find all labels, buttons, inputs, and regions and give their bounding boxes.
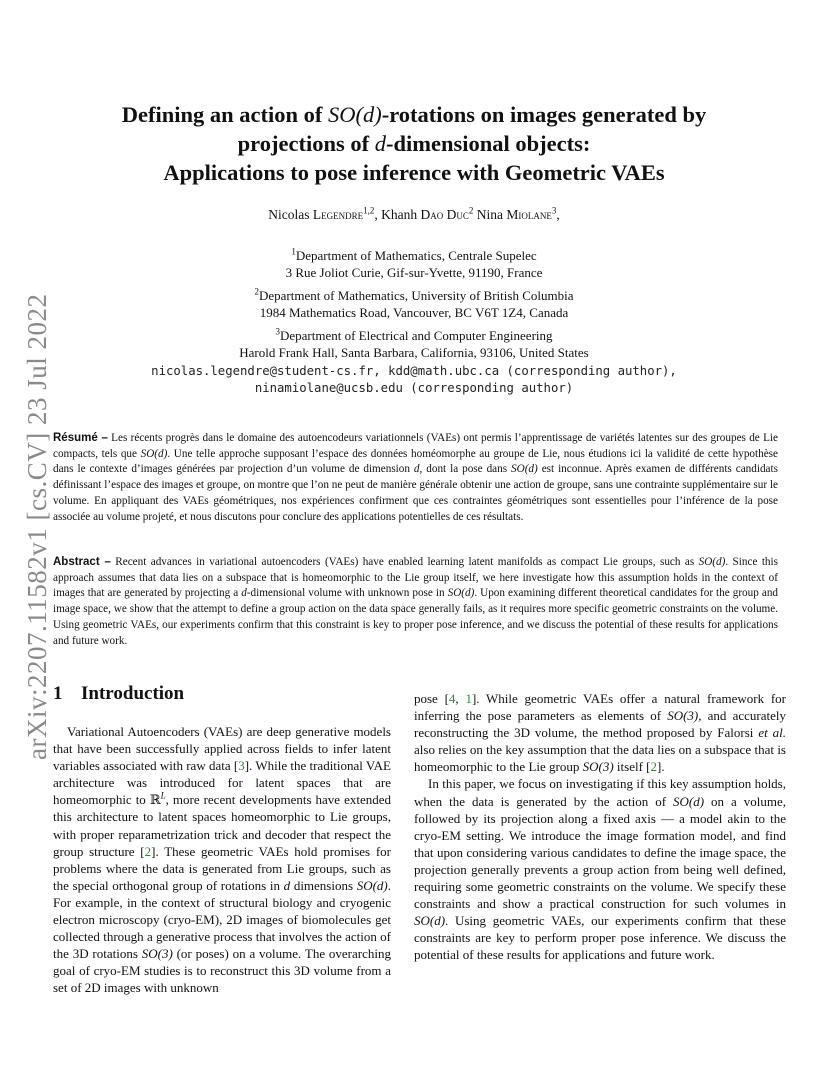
intro-paragraph-2: In this paper, we focus on investigating if this key assumption holds, when the data is generated by the action of SO(d) on a volume, followed by its projection along a fixed axis — a model akin to the cryo-EM setting. We introduce the image formation model, and find that upon considering various candidates to define the image space, the projection generally prevents a group action from being well defined, requiring some geometric constraints on the volume. We specify these constraints and show a practical construction for such volumes in SO(d). Using geometric VAEs, our experiments confirm that these constraints are key to perform proper pose inference. We discuss the potential of these results for applications and future work. [414,776,787,963]
resume-label: Résumé – [53,432,108,444]
title-line-2: projections of d-dimensional objects: [237,131,591,156]
affiliation-2: $^2$Department of Mathematics, University of British Columbia 1984 Mathematics Road, Vancouver, BC V6T 1Z4, Canada [254,286,574,320]
resume-paragraph: Résumé – Les récents progrès dans le domaine des autoencodeurs variationnels (VAEs) ont permis l’apprentissage de variétés latentes sur des groupes de Lie compacts, tels que SO(d). Une telle approche supposant l’espace des données homéomorphe au groupe de Lie, nous étudions ici la validité de cette hypothèse dans le contexte d’images générées par projection d’un volume de dimension d, dont la pose dans SO(d) est inconnue. Après examen de différents candidats définissant l’espace des images et groupe, on montre que l’on ne peut de manière générale obtenir une action de groupe, sans une contrainte supplémentaire sur le volume. En appliquant des VAEs géométriques, nos expériences confirment que ces contraintes géométriques sont essentielles pour l’inférence de la pose associée au volume projeté, et nous discutons pour conclure des applications potentielles de ces résultats. [53,432,778,523]
affiliation-3: $^3$Department of Electrical and Computer Engineering Harold Frank Hall, Santa Barbara, California, 93106, United States [239,326,589,360]
paper-title [70,100,758,187]
citation-link[interactable]: 1 [465,691,472,706]
section-number: 1 [53,683,63,704]
citation-link[interactable]: 3 [238,758,245,774]
intro-right-column [414,690,786,964]
section-title: Introduction [81,683,185,704]
intro-left-column [53,723,391,997]
title-line-1: Defining an action of SO(d)-rotations on images generated by [121,102,707,127]
author-emails [70,363,758,397]
affiliation-1: $^1$Department of Mathematics, Centrale Supelec 3 Rue Joliot Curie, Gif-sur-Yvette, 91190, France [285,246,543,280]
intro-paragraph-1-continued: pose [4, 1]. While geometric VAEs offer a natural framework for inferring the pose parameters as elements of SO(3), and accurately reconstructing the 3D volume, the method proposed by Falorsi et al. also relies on the key assumption that the data lies on a subspace that is homeomorphic to the Lie group SO(3) itself [2]. [414,691,786,775]
citation-link[interactable]: 4 [448,691,456,706]
email-line-1[interactable]: nicolas.legendre@student-cs.fr, kdd@math.ubc.ca (corresponding author), [151,364,677,378]
citation-link[interactable]: 2 [144,843,152,859]
author-list: Nicolas Legendre$^{1,2}$, Khanh Dao Duc$^2$ Nina Miolane$^3$, [268,205,560,222]
abstract-label: Abstract – [53,556,111,568]
arxiv-identifier-text: arXiv:2207.11582v1 [cs.CV] 23 Jul 2022 [22,293,52,760]
abstract-paragraph: Abstract – Recent advances in variational autoencoders (VAEs) have enabled learning latent manifolds as compact Lie groups, such as SO(d). Since this approach assumes that data lies on a subspace that is homeomorphic to the Lie group itself, we here investigate how this assumption holds in the context of images that are generated by projecting a d-dimensional volume with unknown pose in SO(d). Upon examining different theoretical candidates for the group and image space, we show that the attempt to define a group action on the data space generally fails, as it requires more specific geometric constraints on the volume. Using geometric VAEs, our experiments confirm that this constraint is key to proper pose inference, and we discuss the potential of these results for applications and future work. [53,556,779,647]
intro-paragraph-1: Variational Autoencoders (VAEs) are deep generative models that have been successfully applied across fields to infer latent variables associated with raw data [3]. While the traditional VAE architecture was introduced for latent spaces that are homeomorphic to ℝ$^L$, more recent developments have extended this architecture to latent spaces homeomorphic to Lie groups, with proper reparametrization trick and decoder that respect the group structure [2]. These geometric VAEs hold promises for problems where the data is generated from Lie groups, such as the special orthogonal group of rotations in d dimensions SO(d). For example, in the context of structural biology and cryogenic electron microscopy (cryo-EM), 2D images of biomolecules get collected through a generative process that involves the action of the 3D rotations SO(3) (or poses) on a volume. The overarching goal of cryo-EM studies is to reconstruct this 3D volume from a set of 2D images with unknown [53,724,392,996]
citation-link[interactable]: 2 [650,759,657,775]
email-line-2[interactable]: ninamiolane@ucsb.edu (corresponding author) [254,381,574,395]
section-heading-introduction [53,683,184,705]
title-line-3: Applications to pose inference with Geometric VAEs [163,160,665,185]
